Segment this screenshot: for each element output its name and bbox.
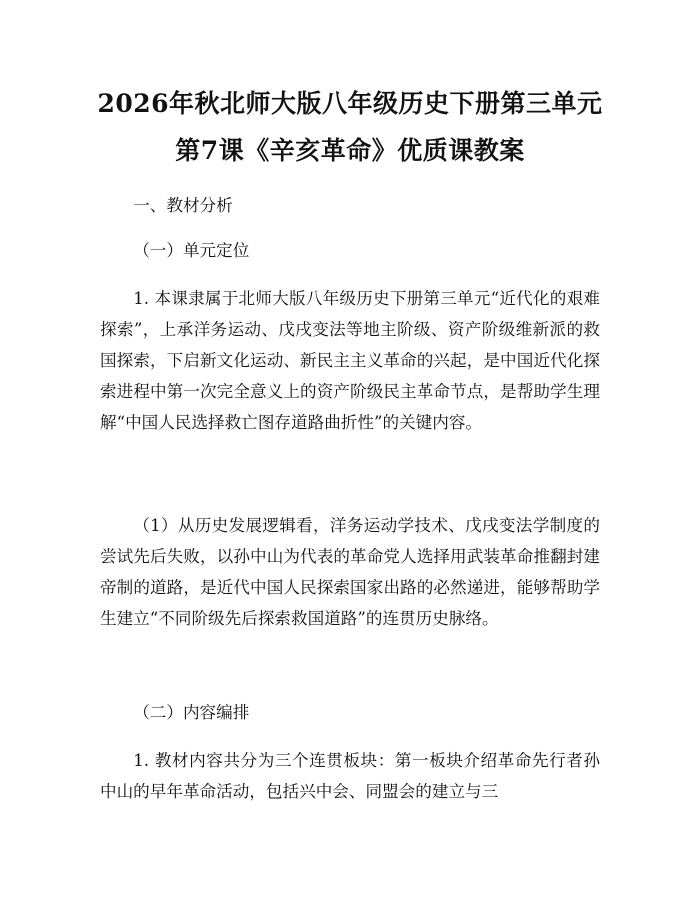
document-title-line-1: 2026年秋北师大版八年级历史下册第三单元: [97, 89, 603, 118]
subsection-heading-unit-positioning: （一）单元定位: [133, 241, 250, 260]
document-title-line-2: 第7课《辛亥革命》优质课教案: [175, 136, 525, 165]
subsection-heading-content-arrangement: （二）内容编排: [133, 703, 250, 722]
paragraph-content-arrangement: 1. 教材内容共分为三个连贯板块：第一板块介绍革命先行者孙中山的早年革命活动，包括兴中会、同盟会的建立与三: [100, 751, 600, 801]
paragraph-historical-logic: （1）从历史发展逻辑看，洋务运动学技术、戊戌变法学制度的尝试先后失败，以孙中山为代表的革命党人选择用武装革命推翻封建帝制的道路，是近代中国人民探索国家出路的必然递进，能够帮助学生建立“不同阶级先后探索救国道路”的连贯历史脉络。: [100, 516, 600, 628]
section-heading-textbook-analysis: 一、教材分析: [133, 196, 233, 215]
paragraph-unit-positioning: 1. 本课隶属于北师大版八年级历史下册第三单元“近代化的艰难探索”，上承洋务运动、戊戌变法等地主阶级、资产阶级维新派的救国探索，下启新文化运动、新民主主义革命的兴起，是中国近代化探索进程中第一次完全意义上的资产阶级民主革命节点，是帮助学生理解“中国人民选择救亡图存道路曲折性”的关键内容。: [100, 289, 600, 432]
